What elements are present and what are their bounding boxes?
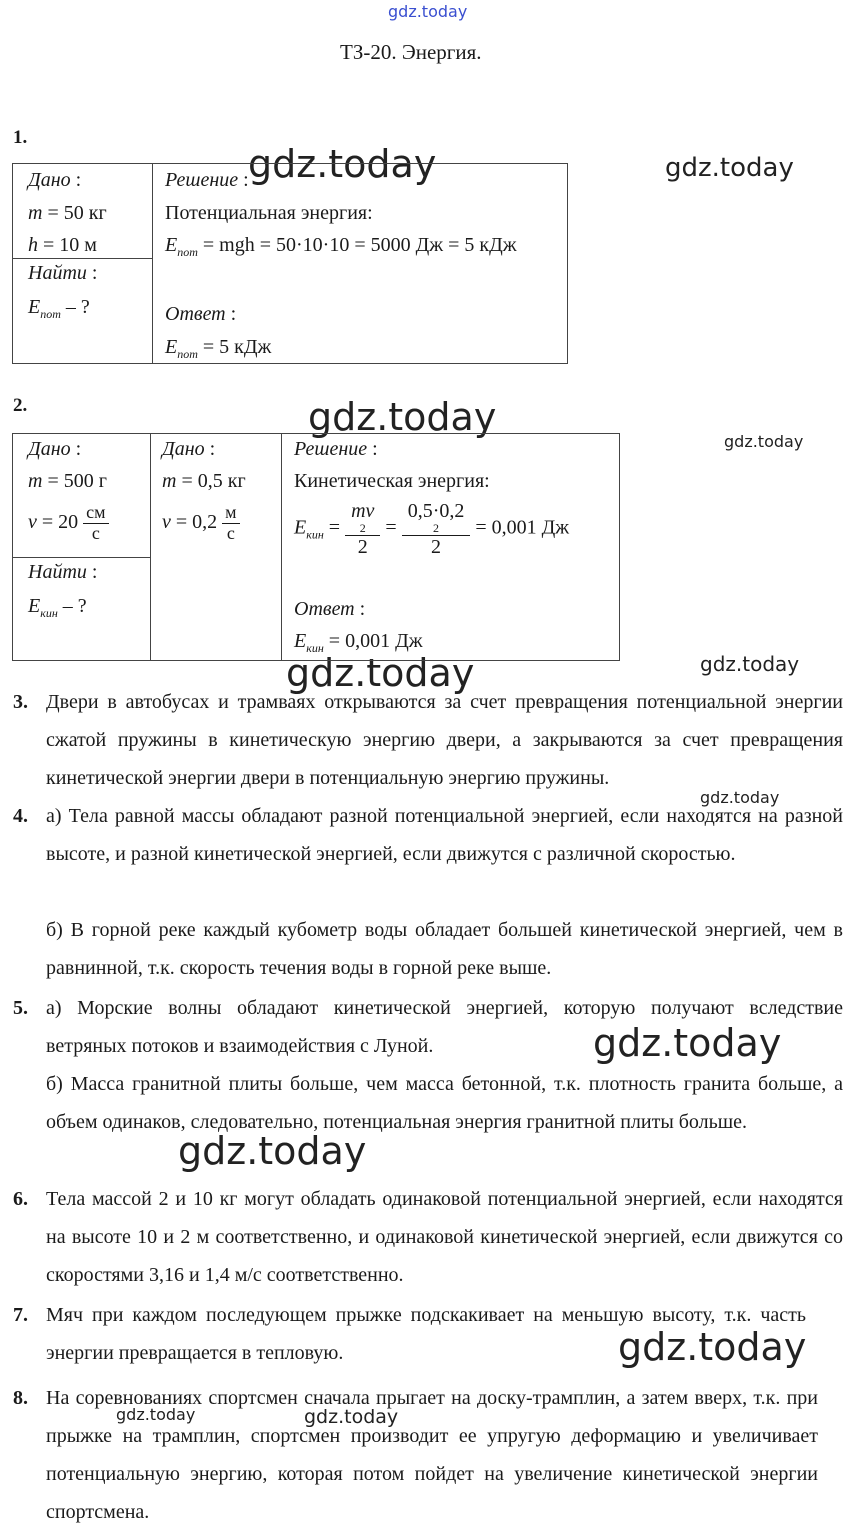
table-divider — [281, 433, 282, 660]
solution-formula: $E_{пот}$ = mgh = 50·10·10 = 5000 Дж = 5 кДж — [165, 234, 517, 259]
answer-value: $E_{пот} = 5$ кДж — [165, 336, 272, 361]
answer-3-text: Двери в автобусах и трамваях открываются за счет превращения потенциальной энергии сжатой пружины в кинетическую энергию двери, а закрываются за счет превращения кинетической энергии двери в потенциальную энергию пружины. — [46, 691, 843, 789]
given-velocity: v = 20 $\frac{см}{с}$ — [28, 503, 109, 544]
problem-2-number: 2. — [13, 395, 28, 416]
page-title: ТЗ-20. Энергия. — [340, 40, 482, 64]
answer-8-text: На соревнованиях спортсмен сначала прыгает на доску-трамплин, а затем вверх, т.к. при прыжке на трамплин, спортсмен производит ее упругую деформацию и увеличивает потенциальную энергию, которая потом пойдет на увеличение кинетической энергии спортсмена. — [46, 1387, 818, 1523]
given-label: Дано : — [28, 438, 82, 460]
answer-6-number: 6. — [13, 1188, 28, 1210]
problem-1-number: 1. — [13, 127, 28, 148]
answer-label: Ответ : — [294, 598, 366, 620]
given-mass: m = 500 г — [28, 470, 107, 492]
solution-label: Решение : — [294, 438, 378, 460]
si-label: Дано : — [162, 438, 216, 460]
answer-4a-text: а) Тела равной массы обладают разной потенциальной энергией, если находятся на разной высоте, и разной кинетической энергией, если движутся с различной скоростью. — [46, 805, 843, 865]
answer-5-number: 5. — [13, 997, 28, 1019]
answer-4-number: 4. — [13, 805, 28, 827]
watermark: gdz.today — [700, 788, 780, 807]
watermark: gdz.today — [308, 395, 497, 439]
answer-6-text: Тела массой 2 и 10 кг могут обладать одинаковой потенциальной энергией, если находятся на высоте 10 и 2 м соответственно, и одинаковой кинетической энергией, если движутся со скоростями 3,16 и 1,4 м/с соответственно. — [46, 1188, 843, 1286]
answer-5b-text: б) Масса гранитной плиты больше, чем масса бетонной, т.к. плотность гранита больше, а объем одинаков, следовательно, потенциальная энергия гранитной плиты больше. — [46, 1073, 843, 1133]
si-velocity: v = 0,2 $\frac{м}{с}$ — [162, 503, 240, 544]
find-value: $E_{кин}$ – ? — [28, 595, 87, 620]
given-mass: m = 50 кг — [28, 202, 107, 224]
watermark-top: gdz.today — [388, 2, 468, 21]
answer-4b-text: б) В горной реке каждый кубометр воды обладает большей кинетической энергией, чем в равнинной, т.к. скорость течения воды в горной реке выше. — [46, 919, 843, 979]
watermark: gdz.today — [248, 142, 437, 186]
si-mass: m = 0,5 кг — [162, 470, 246, 492]
solution-text: Кинетическая энергия: — [294, 470, 490, 492]
find-value: $E_{пот}$ – ? — [28, 296, 90, 321]
watermark: gdz.today — [665, 153, 794, 183]
watermark: gdz.today — [304, 1406, 399, 1428]
find-label: Найти : — [28, 561, 98, 583]
solution-label: Решение : — [165, 169, 249, 191]
watermark: gdz.today — [286, 651, 475, 695]
given-height: h = 10 м — [28, 234, 97, 256]
answer-label: Ответ : — [165, 303, 237, 325]
answer-7-number: 7. — [13, 1304, 28, 1326]
given-label: Дано : — [28, 169, 82, 191]
watermark: gdz.today — [178, 1129, 367, 1173]
table-divider — [150, 433, 151, 660]
watermark: gdz.today — [700, 652, 800, 676]
table-divider — [12, 258, 153, 259]
table-divider — [12, 557, 151, 558]
solution-formula: $E_{кин}$ = mv 2 2 = 0,5·0,2 2 2 = 0,001 Дж — [294, 500, 570, 559]
solution-text: Потенциальная энергия: — [165, 202, 373, 224]
table-divider — [152, 163, 153, 363]
watermark: gdz.today — [618, 1325, 807, 1369]
find-label: Найти : — [28, 262, 98, 284]
answer-5a-text: а) Морские волны обладают кинетической энергией, которую получают вследствие ветряных потоков и взаимодействия с Луной. — [46, 997, 843, 1057]
watermark: gdz.today — [116, 1405, 196, 1424]
answer-value: $E_{кин} = 0,001$ Дж — [294, 630, 423, 655]
answer-7-text: Мяч при каждом последующем прыжке подскакивает на меньшую высоту, т.к. часть энергии превращается в тепловую. — [46, 1304, 806, 1364]
answer-8-number: 8. — [13, 1387, 28, 1409]
watermark: gdz.today — [724, 432, 804, 451]
watermark: gdz.today — [593, 1021, 782, 1065]
answer-3-number: 3. — [13, 691, 28, 713]
